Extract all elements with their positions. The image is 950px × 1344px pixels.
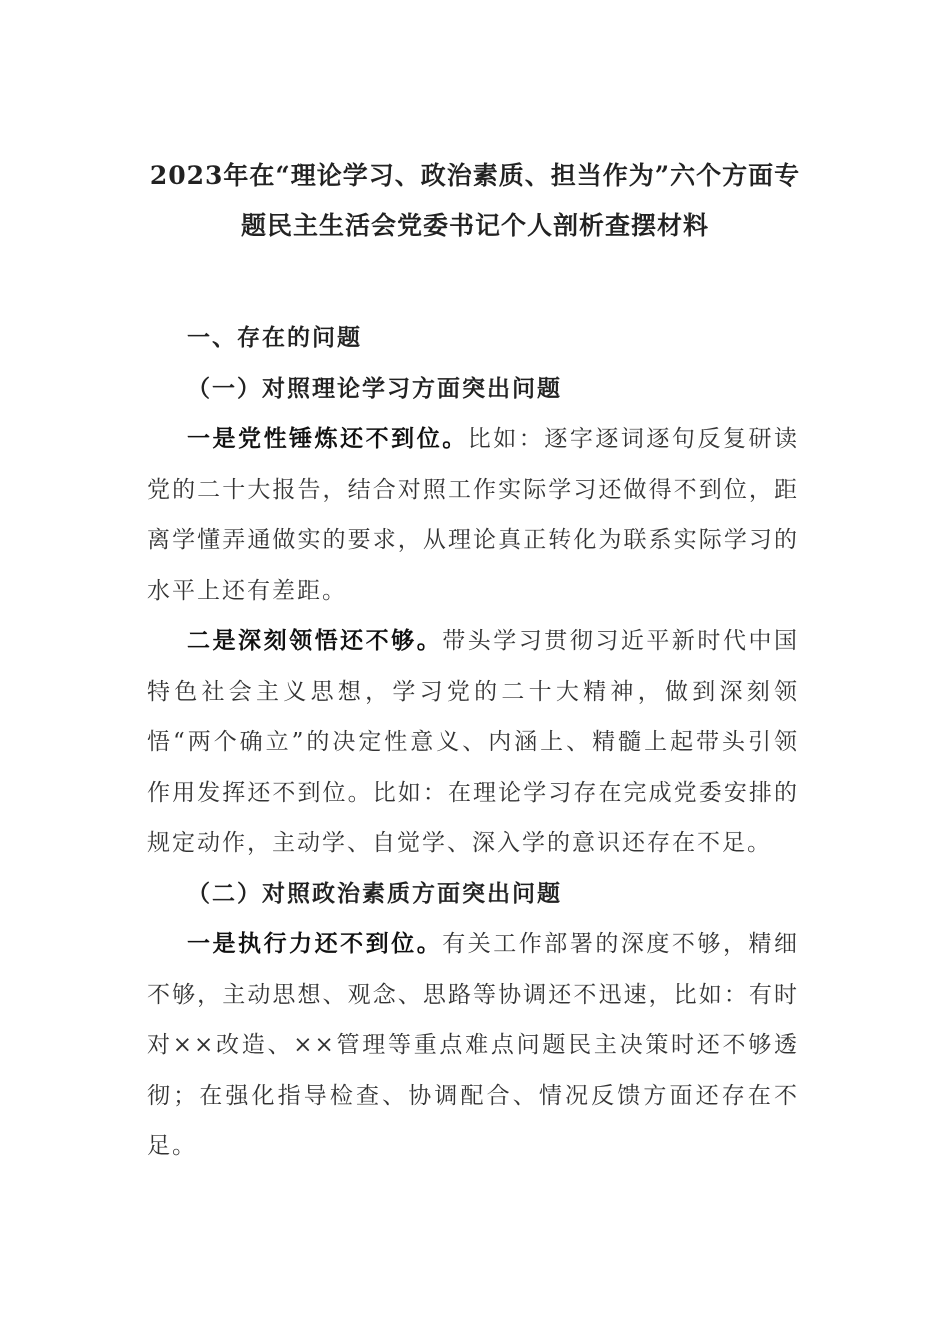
subsection-heading-political-quality: （二）对照政治素质方面突出问题 <box>187 879 562 907</box>
paragraph-text: 有关工作部署的深度不够，精细不够，主动思想、观念、思路等协调还不迅速，比如：有时对××改造、××管理等重点难点问题民主决策时还不够透彻；在强化指导检查、协调配合、情况反馈方面还存在不足。 <box>147 931 800 1159</box>
section-heading-problems: 一、存在的问题 <box>187 324 362 351</box>
paragraph-lead: 一是党性锤炼还不到位。 <box>187 425 468 452</box>
paragraph-text: 带头学习贯彻习近平新时代中国特色社会主义思想，学习党的二十大精神，做到深刻领悟“两个确立”的决定性意义、内涵上、精髓上起带头引领作用发挥还不到位。比如：在理论学习存在完成党委安排的规定动作，主动学、自觉学、深入学的意识还存在不足。 <box>147 628 800 856</box>
document-body <box>147 313 799 1172</box>
paragraph-lead: 一是执行力还不到位。 <box>187 930 443 957</box>
document-title-line-2: 题民主生活会党委书记个人剖析查摆材料 <box>240 211 709 240</box>
paragraph-execution <box>147 919 799 1172</box>
paragraph-text: 比如：逐字逐词逐句反复研读党的二十大报告，结合对照工作实际学习还做得不到位，距离学懂弄通做实的要求，从理论真正转化为联系实际学习的水平上还有差距。 <box>147 426 800 604</box>
subsection-heading-theory-study: （一）对照理论学习方面突出问题 <box>187 374 562 402</box>
paragraph-party-spirit <box>147 414 799 616</box>
paragraph-deep-understanding <box>147 616 799 869</box>
document-title-line-1: 2023年在“理论学习、政治素质、担当作为”六个方面专 <box>149 161 801 190</box>
paragraph-lead: 二是深刻领悟还不够。 <box>187 627 443 654</box>
